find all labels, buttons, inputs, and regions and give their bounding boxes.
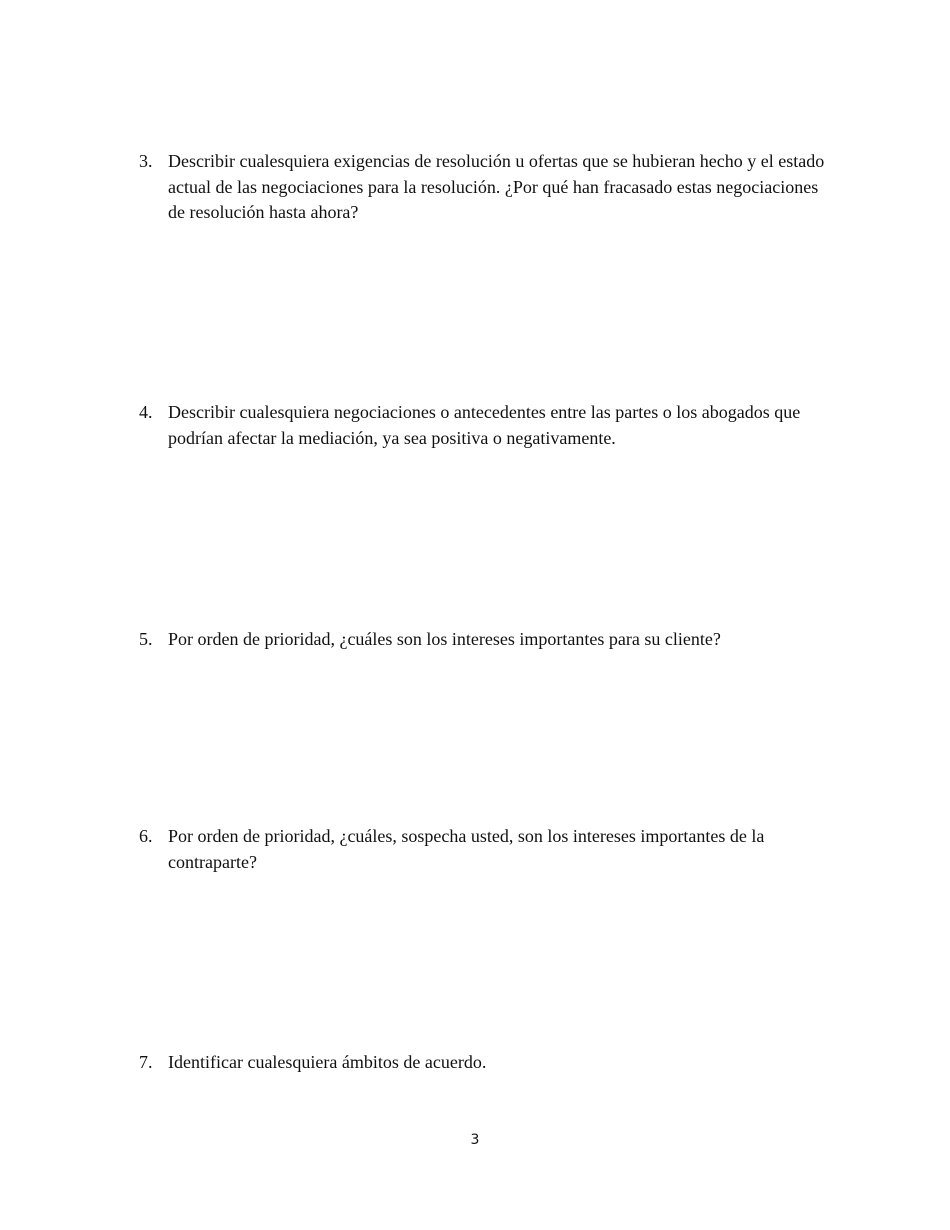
question-7 xyxy=(139,1050,839,1076)
question-3 xyxy=(139,149,839,226)
page-number: 3 xyxy=(470,1132,480,1148)
question-text: Identificar cualesquiera ámbitos de acuerdo. xyxy=(168,1052,487,1072)
question-number: 5. xyxy=(139,629,153,649)
question-number: 3. xyxy=(139,151,153,171)
question-6 xyxy=(139,824,839,875)
question-text: Describir cualesquiera exigencias de resolución u ofertas que se hubieran hecho y el estado actual de las negociaciones para la resolución. ¿Por qué han fracasado estas negociaciones de resolución hasta ahora? xyxy=(168,151,825,222)
question-number: 4. xyxy=(139,402,153,422)
question-text: Por orden de prioridad, ¿cuáles, sospecha usted, son los intereses importantes de la contraparte? xyxy=(168,826,765,872)
question-4 xyxy=(139,400,839,451)
question-text: Describir cualesquiera negociaciones o antecedentes entre las partes o los abogados que podrían afectar la mediación, ya sea positiva o negativamente. xyxy=(168,402,801,448)
question-number: 6. xyxy=(139,826,153,846)
question-number: 7. xyxy=(139,1052,153,1072)
question-text: Por orden de prioridad, ¿cuáles son los intereses importantes para su cliente? xyxy=(168,629,721,649)
question-5 xyxy=(139,627,839,653)
